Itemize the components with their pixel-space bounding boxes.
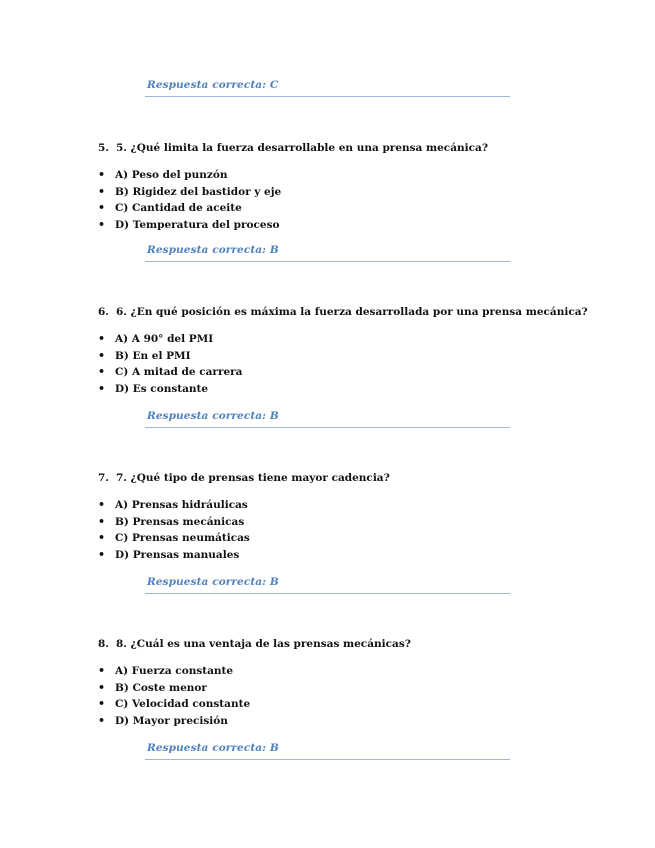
answer-text: Respuesta correcta: B [147,410,279,422]
question-heading [98,471,618,485]
question-heading [98,637,618,651]
option-item [98,218,618,235]
answer-text: Respuesta correcta: B [147,244,279,256]
question-heading [98,305,618,319]
option-list [98,168,618,234]
question-number: 8. [98,638,109,650]
answer-text: Respuesta correcta: B [147,576,279,588]
bullet-icon: • [98,547,106,561]
option-item [98,697,618,714]
option-item [98,168,618,185]
bullet-icon: • [98,201,106,215]
option-text: A) Prensas hidráulicas [115,499,248,511]
option-item [98,332,618,349]
bullet-icon: • [98,680,106,694]
option-item [98,365,618,382]
option-list [98,332,618,398]
bullet-icon: • [98,184,106,198]
option-text: A) Peso del punzón [115,169,228,181]
question-7 [98,471,618,564]
bullet-icon: • [98,381,106,395]
option-text: C) Velocidad constante [115,698,251,711]
option-item [98,498,618,515]
option-item [98,515,618,532]
option-item [98,349,618,366]
question-text: 6. ¿En qué posición es máxima la fuerza desarrollada por una prensa mecánica? [116,306,588,318]
option-text: C) Prensas neumáticas [115,532,250,545]
bullet-icon: • [98,713,106,727]
answer-text: Respuesta correcta: B [147,742,279,754]
option-list [98,664,618,730]
option-text: C) A mitad de carrera [115,366,243,379]
bullet-icon: • [98,348,106,362]
answer-box-4 [145,78,510,97]
answer-box-5 [145,243,510,262]
option-text: B) En el PMI [115,349,191,362]
option-text: B) Coste menor [115,681,207,694]
answer-box-8 [145,741,510,760]
option-text: D) Temperatura del proceso [115,218,280,231]
question-8 [98,637,618,730]
option-list [98,498,618,564]
answer-box-6 [145,409,510,428]
bullet-icon: • [98,697,106,711]
bullet-icon: • [98,514,106,528]
option-item [98,531,618,548]
option-text: B) Prensas mecánicas [115,515,245,528]
bullet-icon: • [98,217,106,231]
option-text: D) Mayor precisión [115,714,228,727]
question-heading [98,141,618,155]
bullet-icon: • [98,332,106,345]
option-text: A) A 90° del PMI [115,333,214,345]
question-text: 8. ¿Cuál es una ventaja de las prensas mecánicas? [116,638,411,650]
option-text: A) Fuerza constante [115,665,234,677]
question-number: 7. [98,472,109,484]
option-text: C) Cantidad de aceite [115,202,242,215]
option-text: D) Es constante [115,382,209,395]
option-item [98,382,618,399]
answer-text: Respuesta correcta: C [147,79,279,91]
question-5 [98,141,618,234]
question-number: 6. [98,306,109,318]
option-item [98,681,618,698]
bullet-icon: • [98,664,106,677]
option-item [98,201,618,218]
option-item [98,548,618,565]
option-item [98,664,618,681]
bullet-icon: • [98,531,106,545]
option-item [98,714,618,731]
question-6 [98,305,618,398]
bullet-icon: • [98,168,106,181]
bullet-icon: • [98,498,106,511]
question-number: 5. [98,142,109,154]
question-text: 5. ¿Qué limita la fuerza desarrollable en una prensa mecánica? [116,142,488,154]
bullet-icon: • [98,365,106,379]
option-item [98,185,618,202]
answer-box-7 [145,575,510,594]
option-text: B) Rigidez del bastidor y eje [115,185,282,198]
option-text: D) Prensas manuales [115,548,240,561]
question-text: 7. ¿Qué tipo de prensas tiene mayor cadencia? [116,472,390,484]
